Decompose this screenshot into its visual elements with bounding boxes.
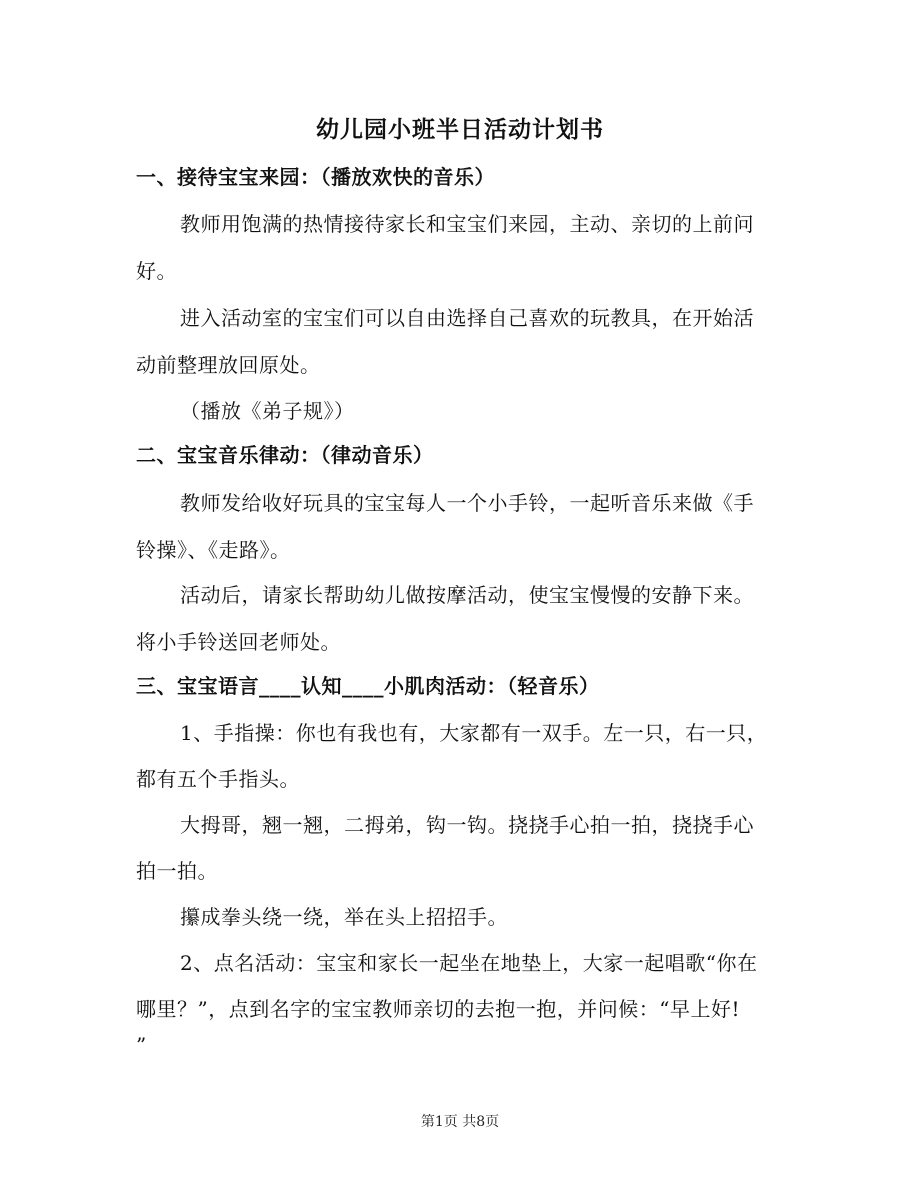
document-title: 幼儿园小班半日活动计划书 bbox=[316, 116, 604, 143]
paragraph-line: 2、点名活动：宝宝和家长一起坐在地垫上，大家一起唱歌“你在 bbox=[180, 951, 758, 975]
paragraph-line: ” bbox=[136, 1033, 147, 1057]
paragraph-line: （播放《弟子规》） bbox=[180, 399, 355, 423]
paragraph-line: 铃操》、《走路》。 bbox=[136, 538, 291, 562]
paragraph-line: 攥成拳头绕一绕，举在头上招招手。 bbox=[180, 905, 508, 929]
paragraph-line: 进入活动室的宝宝们可以自由选择自己喜欢的玩教具，在开始活 bbox=[180, 306, 754, 330]
section-1-heading: 一、接待宝宝来园：（播放欢快的音乐） bbox=[136, 165, 495, 189]
paragraph-line: 都有五个手指头。 bbox=[136, 767, 300, 791]
paragraph-line: 动前整理放回原处。 bbox=[136, 353, 321, 377]
page-footer: 第1页 共8页 bbox=[420, 1114, 500, 1130]
section-3-heading: 三、宝宝语言____认知____小肌肉活动：（轻音乐） bbox=[136, 674, 600, 698]
section-2-heading: 二、宝宝音乐律动：（律动音乐） bbox=[136, 443, 434, 467]
paragraph-line: 拍一拍。 bbox=[136, 859, 218, 883]
paragraph-line: 活动后，请家长帮助幼儿做按摩活动，使宝宝慢慢的安静下来。 bbox=[180, 583, 754, 607]
paragraph-line: 教师发给收好玩具的宝宝每人一个小手铃，一起听音乐来做《手 bbox=[180, 491, 754, 515]
paragraph-line: 将小手铃送回老师处。 bbox=[136, 630, 341, 654]
paragraph-line: 1、手指操：你也有我也有，大家都有一双手。左一只，右一只， bbox=[180, 721, 768, 745]
paragraph-line: 好。 bbox=[136, 259, 177, 283]
paragraph-line: 大拇哥，翘一翘，二拇弟，钩一钩。挠挠手心拍一拍，挠挠手心 bbox=[180, 813, 754, 837]
paragraph-line: 哪里？”，点到名字的宝宝教师亲切的去抱一抱，并问候：“早上好! bbox=[136, 997, 740, 1021]
paragraph-line: 教师用饱满的热情接待家长和宝宝们来园，主动、亲切的上前问 bbox=[180, 212, 754, 236]
